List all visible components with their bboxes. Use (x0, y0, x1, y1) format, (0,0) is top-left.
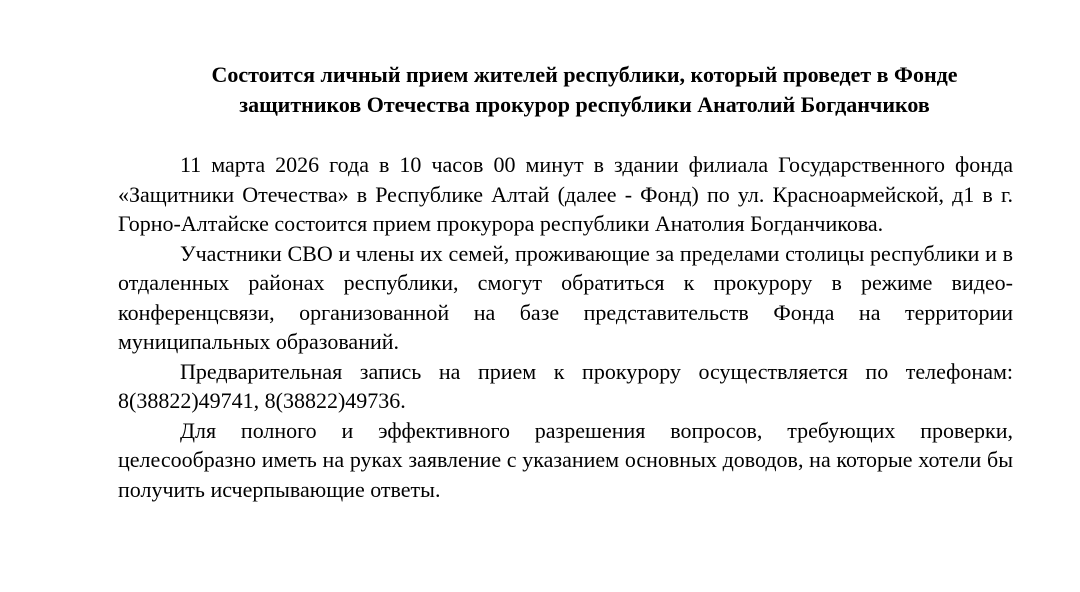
paragraph-registration-phones: Предварительная запись на прием к прокурору осуществляется по телефонам: 8(38822)49741, 8(38822)49736. (118, 358, 1013, 413)
paragraph-video-conference: Участники СВО и члены их семей, проживающие за пределами столицы республики и в отдаленных районах республики, смогут обратиться к прокурору в режиме видео-конференцсвязи, организованной на базе представительств Фонда на территории муниципальных образований. (118, 240, 1013, 354)
document-title: Состоится личный прием жителей республики, который проведет в Фонде защитников Отечества прокурор республики Анатолий Богданчиков (211, 62, 958, 117)
document-page (118, 60, 1013, 504)
paragraph-announcement: 11 марта 2026 года в 10 часов 00 минут в здании филиала Государственного фонда «Защитники Отечества» в Республике Алтай (далее - Фонд) по ул. Красноармейской, д1 в г. Горно-Алтайске состоится прием прокурора республики Анатолия Богданчикова. (118, 152, 1013, 236)
paragraph-recommendation: Для полного и эффективного разрешения вопросов, требующих проверки, целесообразно иметь на руках заявление с указанием основных доводов, на которые хотели бы получить исчерпывающие ответы. (118, 417, 1013, 502)
document-body (118, 150, 1013, 504)
